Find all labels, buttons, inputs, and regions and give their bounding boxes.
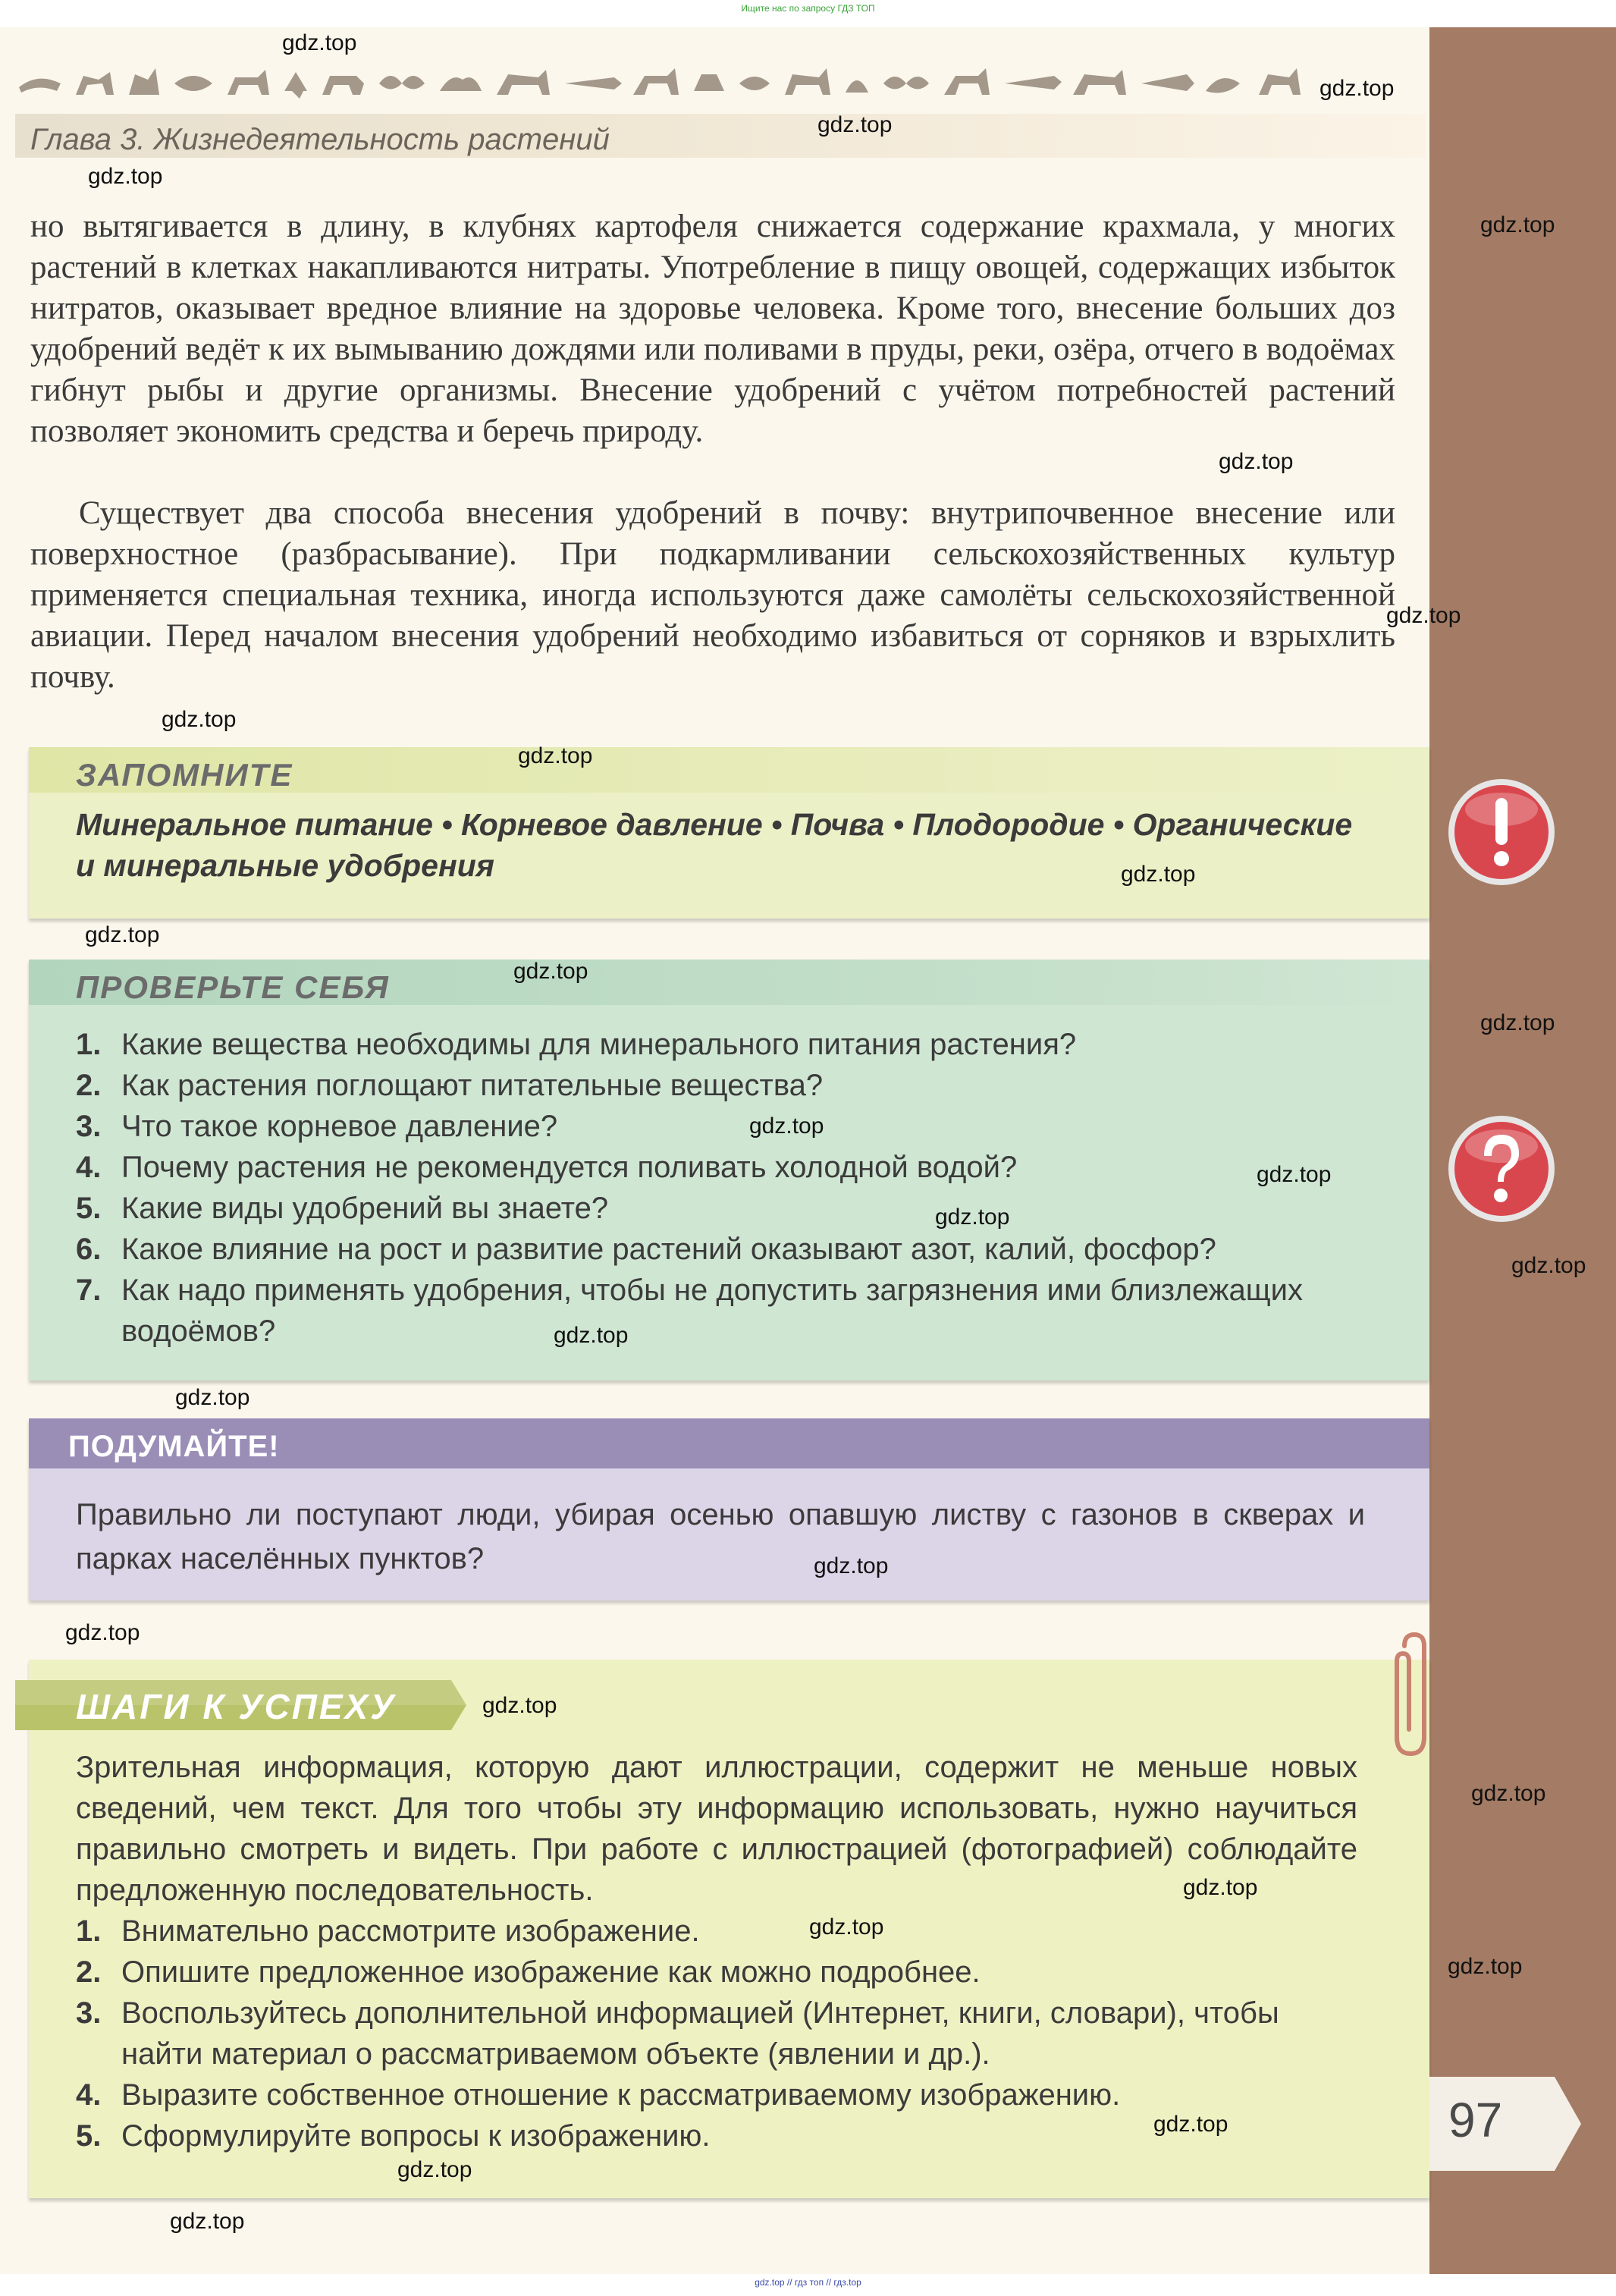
watermark: gdz.top — [518, 743, 593, 768]
watermark: gdz.top — [1448, 1954, 1523, 1979]
step-item: 3. Воспользуйтесь дополнительной информацией (Интернет, книги, словари), чтобы найти материал о рассматриваемом объекте (явлении и др.). — [76, 1996, 1279, 2071]
watermark: gdz.top — [1471, 1781, 1546, 1806]
watermark: gdz.top — [814, 1553, 889, 1578]
check-questions-list — [76, 1024, 1365, 1352]
watermark: gdz.top — [65, 1620, 140, 1645]
watermark: gdz.top — [1511, 1253, 1586, 1278]
watermark: gdz.top — [817, 112, 893, 137]
question-item: 3. Что такое корневое давление? — [76, 1110, 558, 1143]
watermark: gdz.top — [482, 1693, 557, 1718]
step-item: 5. Сформулируйте вопросы к изображению. — [76, 2119, 711, 2153]
steps-intro: Зрительная информация, которую дают иллюстрации, содержит не меньше новых сведений, чем текст. Для того чтобы эту информацию использовать, нужно научиться правильно смотреть и видеть. При работе с иллюстрацией (фотографией) соблюдайте предложенную последовательность. — [76, 1751, 1357, 1907]
watermark: gdz.top — [935, 1205, 1010, 1230]
watermark: gdz.top — [513, 959, 588, 984]
step-item: 2. Опишите предложенное изображение как можно подробнее. — [76, 1955, 981, 1989]
chapter-title: Глава 3. Жизнедеятельность растений — [30, 123, 610, 156]
question-item: 5. Какие виды удобрений вы знаете? — [76, 1192, 609, 1225]
page-number: 97 — [1448, 2093, 1503, 2147]
steps-title: ШАГИ К УСПЕХУ — [76, 1687, 397, 1726]
step-item: 4. Выразите собственное отношение к рассматриваемому изображению. — [76, 2078, 1121, 2112]
watermark: gdz.top — [1257, 1162, 1332, 1187]
watermark: gdz.top — [1153, 2112, 1228, 2137]
question-mark-icon — [1445, 1112, 1558, 1226]
step-item: 1. Внимательно рассмотрите изображение. — [76, 1914, 700, 1948]
question-item: 2. Как растения поглощают питательные вещества? — [76, 1069, 824, 1102]
watermark: gdz.top — [554, 1323, 629, 1348]
animal-silhouette-strip — [15, 61, 1316, 106]
question-item: 6. Какое влияние на рост и развитие растений оказывают азот, калий, фосфор? — [76, 1233, 1216, 1266]
watermark: gdz.top — [809, 1914, 884, 1940]
watermark: gdz.top — [1480, 212, 1555, 237]
watermark: gdz.top — [175, 1385, 250, 1410]
watermark: gdz.top — [1121, 862, 1196, 887]
watermark: gdz.top — [1386, 603, 1461, 628]
think-text: Правильно ли поступают люди, убирая осенью опавшую листву с газонов в скверах и парках населённых пунктов? — [76, 1498, 1365, 1575]
watermark: gdz.top — [749, 1113, 824, 1139]
paragraph-1: но вытягивается в длину, в клубнях картофеля снижается содержание крахмала, у многих растений в клетках накапливаются нитраты. Употребление в пищу овощей, содержащих избыток нитратов, оказывает вредное влияние на здоровье человека. Кроме того, внесение больших доз удобрений ведёт к их вымыванию дождями или поливами в пруды, реки, озёра, отчего в водоёмах гибнут рыбы и другие организмы. Внесение удобрений с учётом потребностей растений позволяет экономить средства и беречь природу. — [30, 209, 1395, 449]
watermark: gdz.top — [1480, 1010, 1555, 1035]
paperclip-icon — [1388, 1631, 1433, 1760]
watermark: gdz.top — [162, 707, 237, 732]
watermark: gdz.top — [1319, 76, 1395, 101]
exclamation-icon — [1445, 775, 1558, 889]
watermark: gdz.top — [170, 2209, 245, 2234]
paragraph-2: Существует два способа внесения удобрений в почву: внутрипочвенное внесение или поверхностное (разбрасывание). При подкармливании сельскохозяйственных культур применяется специальная техника, иногда используются даже самолёты сельскохозяйственной авиации. Перед началом внесения удобрений необходимо избавиться от сорняков и взрыхлить почву. — [30, 495, 1395, 695]
top-search-hint: Ищите нас по запросу ГДЗ ТОП — [741, 3, 875, 14]
think-title: ПОДУМАЙТЕ! — [68, 1430, 280, 1463]
remember-title: ЗАПОМНИТЕ — [76, 757, 293, 793]
question-item: 1. Какие вещества необходимы для минерального питания растения? — [76, 1028, 1077, 1061]
watermark: gdz.top — [85, 922, 160, 947]
watermark: gdz.top — [1219, 449, 1294, 474]
check-yourself-title: ПРОВЕРЬТЕ СЕБЯ — [76, 969, 390, 1005]
remember-terms: Минеральное питание • Корневое давление • Почва • Плодородие • Органические и минеральные удобрения — [76, 807, 1353, 883]
watermark: gdz.top — [397, 2157, 472, 2182]
question-item: 4. Почему растения не рекомендуется поливать холодной водой? — [76, 1151, 1018, 1184]
footer-text: gdz.top // гдз топ // гдз.top — [755, 2277, 861, 2288]
watermark: gdz.top — [282, 30, 357, 55]
watermark: gdz.top — [88, 164, 163, 189]
watermark: gdz.top — [1183, 1875, 1258, 1900]
question-item: 7. Как надо применять удобрения, чтобы не допустить загрязнения ими близлежащих водоёмов? — [76, 1274, 1304, 1348]
